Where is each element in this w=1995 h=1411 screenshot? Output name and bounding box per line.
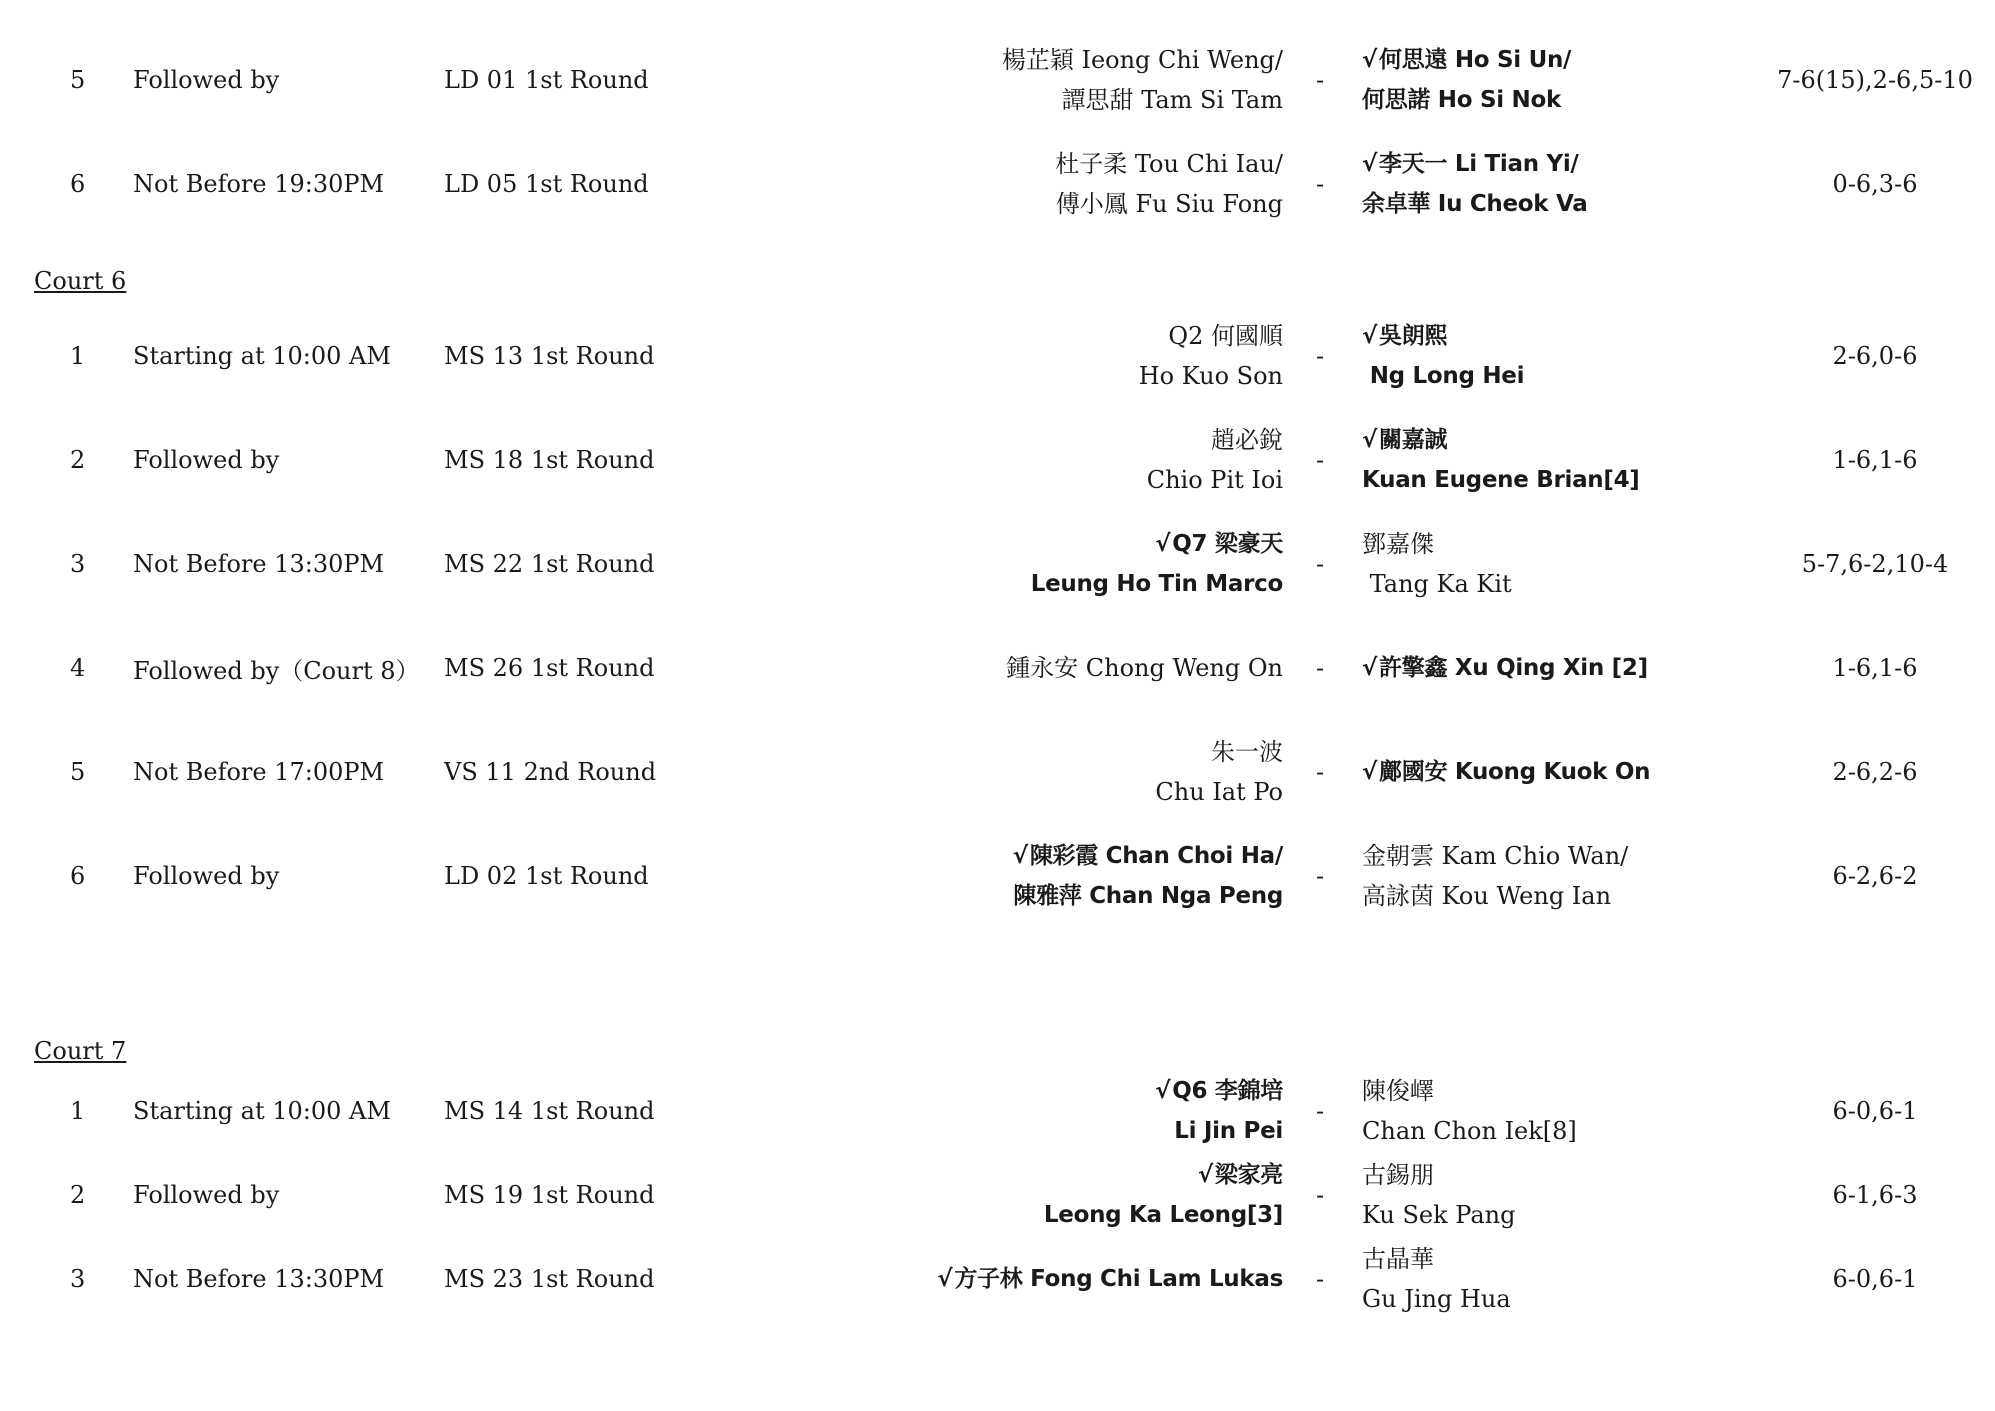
right-player-cell [1362, 310, 1524, 402]
match-score: 1-6,1-6 [1832, 654, 1918, 682]
left-player-name-text: 杜子柔 Tou Chi Iau/ [1055, 150, 1283, 178]
left-player-names [1155, 732, 1283, 812]
left-player-name-line [1174, 1111, 1283, 1151]
right-player-name-line [1362, 460, 1640, 500]
left-player-cell [1155, 726, 1283, 818]
right-player-name-text: Ku Sek Pang [1362, 1201, 1516, 1229]
left-player-name-line [1211, 420, 1283, 460]
right-player-name-line [1362, 1111, 1577, 1151]
match-time: Starting at 10:00 AM [133, 1097, 391, 1125]
left-player-name-line [1031, 564, 1283, 604]
right-player-name-text: Chan Chon Iek[8] [1362, 1117, 1577, 1145]
left-player-cell [1031, 518, 1283, 610]
match-number: 3 [70, 1265, 86, 1293]
match-row [0, 34, 1995, 126]
versus-dash: - [1315, 170, 1325, 198]
match-row [0, 726, 1995, 818]
versus-dash: - [1315, 758, 1325, 786]
match-time: Followed by（Court 8） [133, 656, 420, 685]
left-player-name-line [1056, 184, 1283, 224]
match-time: Followed by [133, 66, 280, 94]
right-player-cell [1362, 726, 1650, 818]
match-number: 6 [70, 170, 86, 198]
court-title: Court 7 [34, 1037, 127, 1065]
left-player-name-text: 傅小鳳 Fu Siu Fong [1055, 190, 1283, 218]
winner-check-icon: √ [937, 1266, 953, 1292]
right-player-cell [1362, 34, 1571, 126]
versus-dash: - [1315, 66, 1325, 94]
right-player-name-text: 余卓華 Iu Cheok Va [1362, 191, 1588, 217]
match-number: 2 [70, 446, 86, 474]
right-player-name-line [1362, 420, 1447, 460]
match-row [0, 1233, 1995, 1325]
right-player-name-line [1362, 1071, 1434, 1111]
match-score: 6-0,6-1 [1832, 1097, 1918, 1125]
left-player-name-line [1139, 356, 1283, 396]
left-player-name-line [1013, 836, 1283, 876]
right-player-name-text: 吳朗熙 [1379, 323, 1448, 349]
right-player-name-line [1362, 40, 1571, 80]
left-player-names [1002, 40, 1283, 120]
left-player-names [1044, 1155, 1283, 1235]
winner-check-icon: √ [1362, 47, 1378, 73]
right-player-name-line [1362, 836, 1628, 876]
left-player-name-text: Q6 李錦培 [1172, 1078, 1283, 1104]
right-player-names [1362, 40, 1571, 120]
right-player-name-text: 關嘉誠 [1379, 427, 1448, 453]
left-player-names [1147, 420, 1283, 500]
match-number: 6 [70, 862, 86, 890]
match-score: 6-2,6-2 [1832, 862, 1918, 890]
right-player-name-line [1362, 1239, 1434, 1279]
right-player-names [1362, 316, 1524, 396]
right-player-cell [1362, 1149, 1516, 1241]
left-player-name-text: 方子林 Fong Chi Lam Lukas [954, 1266, 1283, 1292]
left-player-name-line [1155, 772, 1283, 812]
right-player-names [1362, 144, 1587, 224]
right-player-names [1362, 648, 1648, 688]
match-score: 2-6,2-6 [1832, 758, 1918, 786]
match-event: MS 18 1st Round [444, 446, 655, 474]
winner-check-icon: √ [1362, 759, 1378, 785]
right-player-cell [1362, 1233, 1511, 1325]
winner-check-icon: √ [1362, 151, 1378, 177]
left-player-name-text: Chu Iat Po [1155, 778, 1283, 806]
match-score: 2-6,0-6 [1832, 342, 1918, 370]
right-player-name-line [1362, 184, 1587, 224]
right-player-name-text: 何思諾 Ho Si Nok [1362, 87, 1561, 113]
versus-dash: - [1315, 1097, 1325, 1125]
versus-dash: - [1315, 862, 1325, 890]
right-player-name-text: 鄺國安 Kuong Kuok On [1379, 759, 1651, 785]
match-event: MS 13 1st Round [444, 342, 655, 370]
match-event: MS 26 1st Round [444, 654, 655, 682]
left-player-names [1055, 144, 1283, 224]
match-time: Followed by [133, 1181, 280, 1209]
right-player-name-line [1362, 356, 1524, 396]
match-row [0, 414, 1995, 506]
match-event: MS 22 1st Round [444, 550, 655, 578]
left-player-cell [1006, 622, 1283, 714]
right-player-name-line [1362, 876, 1611, 916]
right-player-cell [1362, 622, 1648, 714]
match-row [0, 310, 1995, 402]
right-player-name-line [1362, 80, 1561, 120]
versus-dash: - [1315, 550, 1325, 578]
right-player-cell [1362, 1065, 1577, 1157]
right-player-name-text: 許擎鑫 Xu Qing Xin [2] [1379, 655, 1648, 681]
versus-dash: - [1315, 654, 1325, 682]
match-row [0, 830, 1995, 922]
right-player-name-text: Ng Long Hei [1362, 363, 1525, 389]
match-time: Starting at 10:00 AM [133, 342, 391, 370]
left-player-cell [1013, 830, 1283, 922]
winner-check-icon: √ [1012, 843, 1028, 869]
left-player-name-line [1155, 1071, 1283, 1111]
match-score: 6-1,6-3 [1832, 1181, 1918, 1209]
winner-check-icon: √ [1362, 323, 1378, 349]
match-time: Not Before 19:30PM [133, 170, 385, 198]
match-number: 1 [70, 1097, 86, 1125]
winner-check-icon: √ [1155, 1078, 1171, 1104]
match-time: Followed by [133, 446, 280, 474]
right-player-name-text: 古晶華 [1362, 1245, 1434, 1273]
left-player-names [937, 1259, 1283, 1299]
left-player-name-line [1006, 648, 1283, 688]
right-player-name-text: 鄧嘉傑 [1362, 530, 1434, 558]
left-player-names [1006, 648, 1283, 688]
right-player-name-line [1362, 1155, 1434, 1195]
right-player-name-text: 金朝雲 Kam Chio Wan/ [1362, 842, 1629, 870]
right-player-name-line [1362, 524, 1434, 564]
left-player-name-line [1055, 144, 1283, 184]
winner-check-icon: √ [1362, 655, 1378, 681]
versus-dash: - [1315, 446, 1325, 474]
left-player-name-text: 趙必銳 [1211, 426, 1283, 454]
match-row [0, 518, 1995, 610]
right-player-name-text: 高詠茵 Kou Weng Ian [1362, 882, 1612, 910]
match-row [0, 622, 1995, 714]
match-row [0, 1065, 1995, 1157]
match-event: MS 23 1st Round [444, 1265, 655, 1293]
match-number: 4 [70, 654, 86, 682]
versus-dash: - [1315, 342, 1325, 370]
match-number: 5 [70, 758, 86, 786]
winner-check-icon: √ [1197, 1162, 1213, 1188]
left-player-name-text: 楊芷穎 Ieong Chi Weng/ [1001, 46, 1283, 74]
match-number: 3 [70, 550, 86, 578]
match-time: Not Before 13:30PM [133, 550, 385, 578]
left-player-cell [1147, 414, 1283, 506]
right-player-name-line [1362, 1279, 1511, 1319]
left-player-name-text: Leung Ho Tin Marco [1030, 571, 1283, 597]
left-player-name-line [1002, 40, 1283, 80]
left-player-cell [1155, 1065, 1283, 1157]
left-player-names [1031, 524, 1283, 604]
left-player-cell [1002, 34, 1283, 126]
right-player-cell [1362, 414, 1640, 506]
left-player-name-line [1147, 460, 1283, 500]
right-player-name-line [1362, 144, 1579, 184]
match-event: LD 05 1st Round [444, 170, 649, 198]
left-player-name-text: Q2 何國順 [1168, 322, 1283, 350]
left-player-cell [1055, 138, 1283, 230]
right-player-cell [1362, 138, 1587, 230]
left-player-name-line [1198, 1155, 1283, 1195]
left-player-name-line [1155, 524, 1283, 564]
match-row [0, 1149, 1995, 1241]
left-player-name-text: 陳雅萍 Chan Nga Peng [1013, 883, 1283, 909]
right-player-name-text: 李天一 Li Tian Yi/ [1379, 151, 1579, 177]
left-player-name-text: Q7 梁豪天 [1172, 531, 1283, 557]
right-player-name-text: 古錫朋 [1362, 1161, 1434, 1189]
match-row [0, 138, 1995, 230]
left-player-name-line [1211, 732, 1283, 772]
left-player-name-text: 鍾永安 Chong Weng On [1006, 654, 1283, 682]
left-player-name-text: 陳彩霞 Chan Choi Ha/ [1029, 843, 1283, 869]
left-player-name-text: Chio Pit Ioi [1146, 466, 1283, 494]
left-player-name-line [937, 1259, 1283, 1299]
match-score: 5-7,6-2,10-4 [1801, 550, 1949, 578]
right-player-names [1362, 836, 1628, 916]
match-time: Not Before 17:00PM [133, 758, 385, 786]
left-player-name-line [1168, 316, 1283, 356]
left-player-cell [1139, 310, 1283, 402]
left-player-name-line [1062, 80, 1283, 120]
match-time: Followed by [133, 862, 280, 890]
right-player-name-text: Tang Ka Kit [1362, 570, 1512, 598]
left-player-name-line [1044, 1195, 1283, 1235]
right-player-names [1362, 420, 1640, 500]
match-number: 1 [70, 342, 86, 370]
match-number: 2 [70, 1181, 86, 1209]
match-event: LD 01 1st Round [444, 66, 649, 94]
right-player-name-line [1362, 648, 1648, 688]
left-player-names [1139, 316, 1283, 396]
versus-dash: - [1315, 1265, 1325, 1293]
right-player-cell [1362, 830, 1628, 922]
right-player-names [1362, 1155, 1516, 1235]
right-player-name-line [1362, 752, 1650, 792]
right-player-names [1362, 1071, 1577, 1151]
match-event: MS 14 1st Round [444, 1097, 655, 1125]
left-player-name-text: Leong Ka Leong[3] [1043, 1202, 1283, 1228]
left-player-names [1013, 836, 1283, 916]
right-player-cell [1362, 518, 1512, 610]
right-player-names [1362, 752, 1650, 792]
left-player-cell [937, 1233, 1283, 1325]
match-event: VS 11 2nd Round [444, 758, 657, 786]
right-player-names [1362, 1239, 1511, 1319]
court-title: Court 6 [34, 267, 127, 295]
match-event: LD 02 1st Round [444, 862, 649, 890]
match-number: 5 [70, 66, 86, 94]
left-player-name-line [1013, 876, 1283, 916]
left-player-name-text: Ho Kuo Son [1138, 362, 1283, 390]
right-player-name-text: Gu Jing Hua [1362, 1285, 1511, 1313]
right-player-name-line [1362, 1195, 1516, 1235]
match-time: Not Before 13:30PM [133, 1265, 385, 1293]
left-player-names [1155, 1071, 1283, 1151]
left-player-name-text: 梁家亮 [1214, 1162, 1283, 1188]
versus-dash: - [1315, 1181, 1325, 1209]
match-score: 0-6,3-6 [1832, 170, 1918, 198]
left-player-name-text: 朱一波 [1211, 738, 1283, 766]
right-player-name-text: 何思遠 Ho Si Un/ [1379, 47, 1572, 73]
winner-check-icon: √ [1362, 427, 1378, 453]
left-player-name-text: Li Jin Pei [1174, 1118, 1283, 1144]
match-score: 6-0,6-1 [1832, 1265, 1918, 1293]
right-player-name-line [1362, 564, 1512, 604]
winner-check-icon: √ [1155, 531, 1171, 557]
left-player-name-text: 譚思甜 Tam Si Tam [1061, 86, 1283, 114]
right-player-name-line [1362, 316, 1447, 356]
right-player-names [1362, 524, 1512, 604]
match-score: 7-6(15),2-6,5-10 [1777, 66, 1973, 94]
match-event: MS 19 1st Round [444, 1181, 655, 1209]
right-player-name-text: Kuan Eugene Brian[4] [1362, 467, 1640, 493]
match-score: 1-6,1-6 [1832, 446, 1918, 474]
left-player-cell [1044, 1149, 1283, 1241]
right-player-name-text: 陳俊嶧 [1362, 1077, 1434, 1105]
